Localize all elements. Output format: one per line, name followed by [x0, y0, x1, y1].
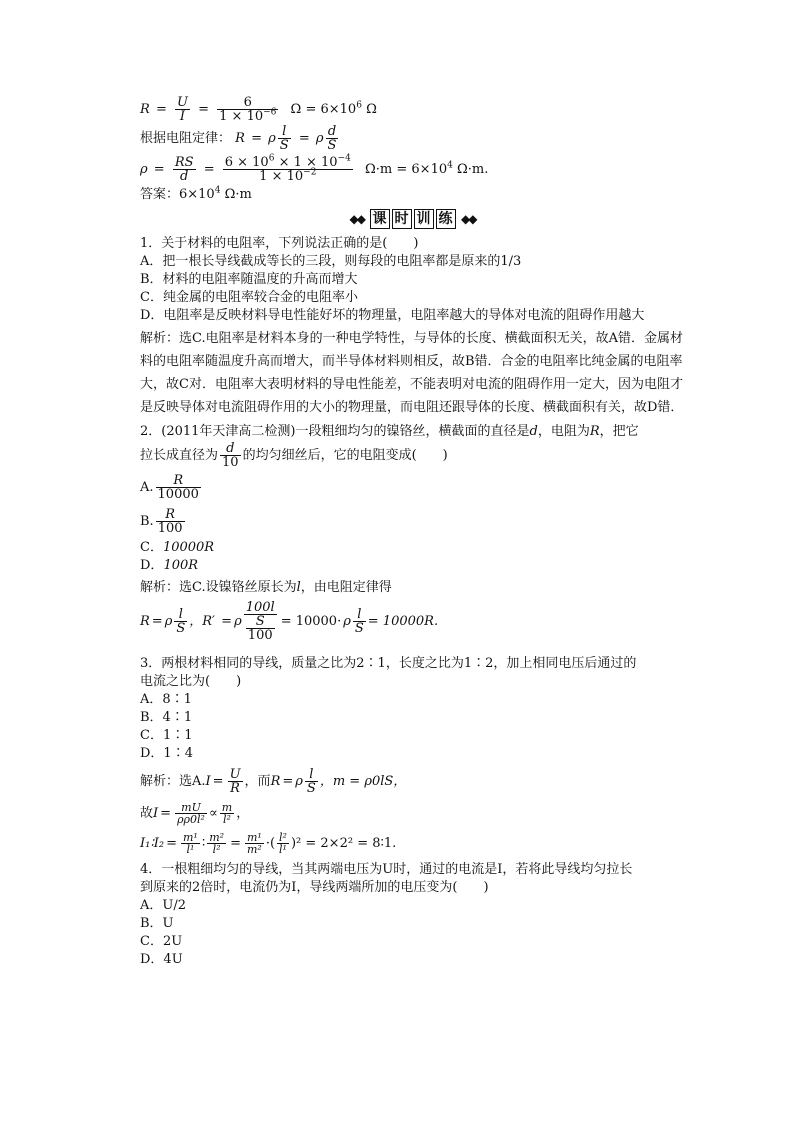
q3-analysis-line1 — [140, 765, 685, 799]
q3-analysis-line3 — [140, 829, 685, 859]
q1-stem: 1．关于材料的电阻率，下列说法正确的是( ) — [140, 236, 419, 251]
option-value: 100R — [163, 558, 199, 573]
q2-analysis-line1 — [140, 579, 685, 597]
equals-sign: = — [155, 102, 167, 117]
numerator: R — [156, 508, 185, 522]
denominator — [244, 615, 277, 642]
fraction-U-over-R — [228, 768, 243, 795]
document-page — [140, 96, 685, 969]
q1-option-d: D．电阻率是反映材料导电性能好坏的物理量，电阻率越大的导体对电流的阻碍作用越大 — [140, 308, 645, 323]
symbol-rho: ρ — [343, 614, 351, 629]
q4-stem-line1: 4．一根粗细均匀的导线，当其两端电压为U时，通过的电流是I，若将此导线均匀拉长 — [140, 862, 633, 877]
result-exponent: 6 — [356, 100, 362, 111]
den-base: 1 × 10 — [219, 109, 264, 124]
equals-sign: = — [212, 774, 224, 789]
numerator: l — [305, 768, 318, 782]
symbol-I: I — [153, 806, 159, 821]
dot-paren: ·( — [265, 836, 276, 851]
q3-analysis-mid: ，而 — [244, 774, 271, 789]
answer-unit: Ω·m — [220, 187, 252, 202]
numerator: RS — [174, 155, 194, 170]
num-part-b: × 1 × 10 — [274, 155, 338, 170]
symbol-R: R — [589, 424, 600, 439]
numerator: 100l — [245, 600, 275, 615]
option-label: C． — [140, 540, 163, 555]
banner-char: 训 — [414, 209, 434, 229]
numerator: m¹ — [182, 831, 198, 844]
fraction-R-over-10000 — [156, 474, 201, 501]
q2-stem-part: 的均匀细丝后，它的电阻变成( ) — [242, 448, 448, 463]
result — [291, 102, 377, 117]
result — [365, 162, 488, 177]
q1-analysis: 解析：选C.电阻率是材料本身的一种电学特性，与导体的长度、横截面积无关，故A错．金属材料的电阻率随温度升高而增大，而半导体材料则相反，故B错．合金的电阻率比纯金属的电阻率大，故C对．电阻率大表明材料的导电性能差，不能表明对电流的阻碍作用一定大，因为电阻才是反映导体对电流阻碍作用的大小的物理量，而电阻还跟导体的长度、横截面积有关，故D错． — [140, 331, 684, 415]
numerator — [223, 153, 353, 170]
numerator: d — [220, 442, 241, 456]
fraction-l-over-S — [353, 608, 366, 635]
denominator: l¹ — [279, 843, 287, 856]
q3-result: )² = 2×2² = 8∶1. — [290, 836, 397, 851]
denominator: I — [179, 109, 186, 124]
result-exponent: 4 — [447, 160, 453, 171]
fraction-m1-over-m2 — [245, 832, 264, 855]
result-unit: Ω — [361, 102, 377, 117]
equals-sign: = — [251, 131, 262, 146]
denominator: S — [306, 781, 316, 796]
option-label: D． — [140, 558, 164, 573]
numerator: l — [353, 608, 366, 622]
equals-sign: = — [160, 806, 172, 821]
q2-stem-part: ，把它 — [599, 424, 639, 439]
fraction-numeric — [223, 153, 353, 184]
numerator: m² — [209, 831, 225, 844]
denominator: l² — [212, 843, 221, 856]
current-ratio: I₁∶I₂ — [140, 836, 165, 851]
fraction-6-over-1e-6 — [217, 96, 278, 123]
numerator: m — [221, 801, 233, 814]
denominator — [217, 107, 278, 124]
banner-char: 课 — [370, 209, 390, 229]
denominator: l² — [223, 813, 231, 826]
q3-analysis-tail: ， — [236, 806, 250, 821]
numerator: S — [246, 615, 275, 629]
symbol-I: I — [205, 774, 211, 789]
answer-text: 答案：6×10 — [140, 187, 215, 202]
fraction-100l-over-S-over-100 — [244, 601, 277, 642]
fraction-d-over-10 — [220, 442, 241, 469]
q3-analysis-tail: ，m = ρ0lS， — [319, 774, 407, 789]
symbol-rho: ρ — [315, 131, 324, 146]
q2-formula — [140, 597, 685, 647]
den-base: 1 × 10 — [259, 169, 304, 184]
numerator: m¹ — [246, 831, 262, 844]
q3-option-c: C．1∶1 — [140, 728, 193, 743]
symbol-l: l — [296, 580, 301, 595]
q2-option-b — [140, 505, 685, 539]
fraction-R-over-100 — [156, 508, 185, 535]
symbol-R: R — [140, 614, 150, 629]
numerator: mU — [175, 802, 207, 814]
banner-char: 练 — [436, 209, 456, 229]
q3-option-a: A．8∶1 — [140, 692, 192, 707]
q3-stem-line1: 3．两根材料相同的导线，质量之比为2∶1，长度之比为1∶2，加上相同电压后通过的 — [140, 656, 637, 671]
result-text: Ω = 6×10 — [290, 102, 357, 117]
q2-stem-line2 — [140, 441, 685, 471]
denominator: 100 — [247, 628, 273, 643]
symbol-R: R — [270, 774, 281, 789]
resistivity-calc-line — [140, 154, 685, 186]
option-value: 10000R — [162, 540, 215, 555]
equals-sign: = — [221, 614, 233, 629]
resistance-law-line — [140, 124, 685, 154]
denominator: ρρ0l² — [177, 813, 205, 826]
q1-option-a: A．把一根长导线截成等长的三段，则每段的电阻率都是原来的1/3 — [140, 254, 522, 269]
symbol-rho: ρ — [234, 614, 242, 629]
equals-sign: = — [198, 102, 209, 117]
fraction-m1-over-l1 — [181, 832, 200, 855]
denominator: S — [279, 138, 289, 153]
denominator: S — [354, 621, 364, 636]
denominator: S — [327, 138, 337, 153]
q4-stem-line2: 到原来的2倍时，电流仍为I，导线两端所加的电压变为( ) — [140, 880, 489, 895]
fraction-RS-over-d — [173, 156, 196, 183]
symbol-rho: ρ — [164, 614, 173, 629]
numerator: l² — [279, 831, 287, 844]
denominator: S — [176, 621, 186, 636]
resistance-law-label: 根据电阻定律： — [140, 131, 232, 146]
denominator: 10000 — [157, 487, 199, 502]
q2-analysis-part: ，由电阻定律得 — [300, 580, 392, 595]
symbol-rho: ρ — [295, 774, 303, 789]
answer-line — [140, 186, 685, 204]
den-exponent: −6 — [263, 107, 277, 118]
nested-fraction — [246, 615, 275, 642]
q1-option-c: C．纯金属的电阻率较合金的电阻率小 — [140, 290, 358, 305]
fraction-m2-over-l2 — [207, 832, 226, 855]
fraction-l-over-S — [174, 608, 187, 635]
denominator: d — [180, 169, 189, 184]
numerator: U — [176, 95, 188, 110]
symbol-d: d — [529, 424, 538, 439]
num-exp-b: −4 — [337, 153, 351, 164]
equals-sign: = — [298, 131, 310, 146]
q2-stem-part: ，电阻为 — [537, 424, 590, 439]
denominator: 100 — [157, 521, 183, 536]
symbol-R: R — [235, 131, 245, 146]
fraction-l-over-S — [278, 125, 291, 152]
numerator: l — [174, 608, 187, 622]
equals-sign: = — [166, 836, 177, 851]
answer-exponent: 4 — [214, 185, 221, 196]
q2-option-a — [140, 471, 685, 505]
diamond-right-icon: ◆◆ — [461, 212, 476, 226]
equals-sign: = — [151, 614, 163, 629]
q3-option-d: D．1∶4 — [140, 746, 193, 761]
q3-analysis-prefix: 解析：选A. — [140, 774, 206, 789]
fraction-d-over-S — [326, 125, 339, 152]
ohm-law-line — [140, 96, 685, 122]
fraction-U-over-I — [175, 96, 190, 123]
fraction-mU-over-rho-l2 — [175, 802, 207, 825]
equals-10000: = 10000· — [280, 614, 342, 629]
symbol-R: R — [140, 102, 150, 117]
q2-option-c — [140, 539, 685, 557]
q4-option-c: C．2U — [140, 934, 183, 949]
denominator: 10 — [222, 455, 239, 470]
equals-sign: = — [282, 774, 294, 789]
q3-analysis-line2 — [140, 799, 685, 829]
result-text: Ω·m = 6×10 — [365, 162, 448, 177]
q3-analysis-prefix: 故 — [140, 806, 154, 821]
diamond-left-icon: ◆◆ — [349, 212, 364, 226]
denominator: R — [230, 781, 240, 796]
numerator: 6 — [217, 96, 278, 110]
q2-analysis-part: 解析：选C.设镍铬丝原长为 — [140, 580, 297, 595]
den-exponent: −2 — [303, 167, 317, 178]
numerator: U — [229, 767, 241, 782]
q2-stem-part: 2．(2011年天津高二检测)一段粗细均匀的镍铬丝，横截面的直径是 — [140, 424, 530, 439]
proportional-sign: ∝ — [208, 806, 218, 821]
denominator — [223, 167, 353, 184]
symbol-rho: ρ — [268, 131, 276, 146]
ratio-colon: ∶ — [201, 836, 206, 851]
numerator: R — [156, 474, 201, 488]
symbol-rho: ρ — [140, 162, 148, 177]
denominator: m² — [246, 843, 262, 856]
option-label: B. — [140, 514, 154, 529]
q4-option-d: D．4U — [140, 952, 183, 967]
fraction-m-over-l2 — [220, 802, 234, 825]
result: = 10000R. — [367, 614, 439, 629]
q3-option-b: B．4∶1 — [140, 710, 193, 725]
option-label: A. — [140, 480, 154, 495]
fraction-l-over-S — [305, 768, 318, 795]
q2-stem-part: 拉长成直径为 — [140, 448, 219, 463]
fraction-l2-over-l1 — [277, 832, 289, 855]
q1-option-b: B．材料的电阻率随温度的升高而增大 — [140, 272, 358, 287]
q4-option-a: A．U/2 — [140, 898, 186, 913]
numerator: l — [278, 125, 291, 139]
result-unit: Ω·m. — [452, 162, 489, 177]
numerator: d — [326, 125, 339, 139]
denominator: l¹ — [186, 843, 195, 856]
q4-option-b: B．U — [140, 916, 174, 931]
q2-stem-line1 — [140, 423, 685, 441]
section-banner — [140, 208, 685, 231]
equals-sign: = — [153, 162, 165, 177]
symbol-R-prime: ，R′ — [189, 614, 216, 629]
q2-option-d — [140, 557, 685, 575]
equals-sign: = — [203, 162, 215, 177]
num-exp-a: 6 — [268, 153, 275, 164]
num-part-a: 6 × 10 — [224, 155, 269, 170]
banner-char: 时 — [392, 209, 412, 229]
q3-stem-line2: 电流之比为( ) — [140, 674, 242, 689]
equals-sign: = — [230, 836, 241, 851]
